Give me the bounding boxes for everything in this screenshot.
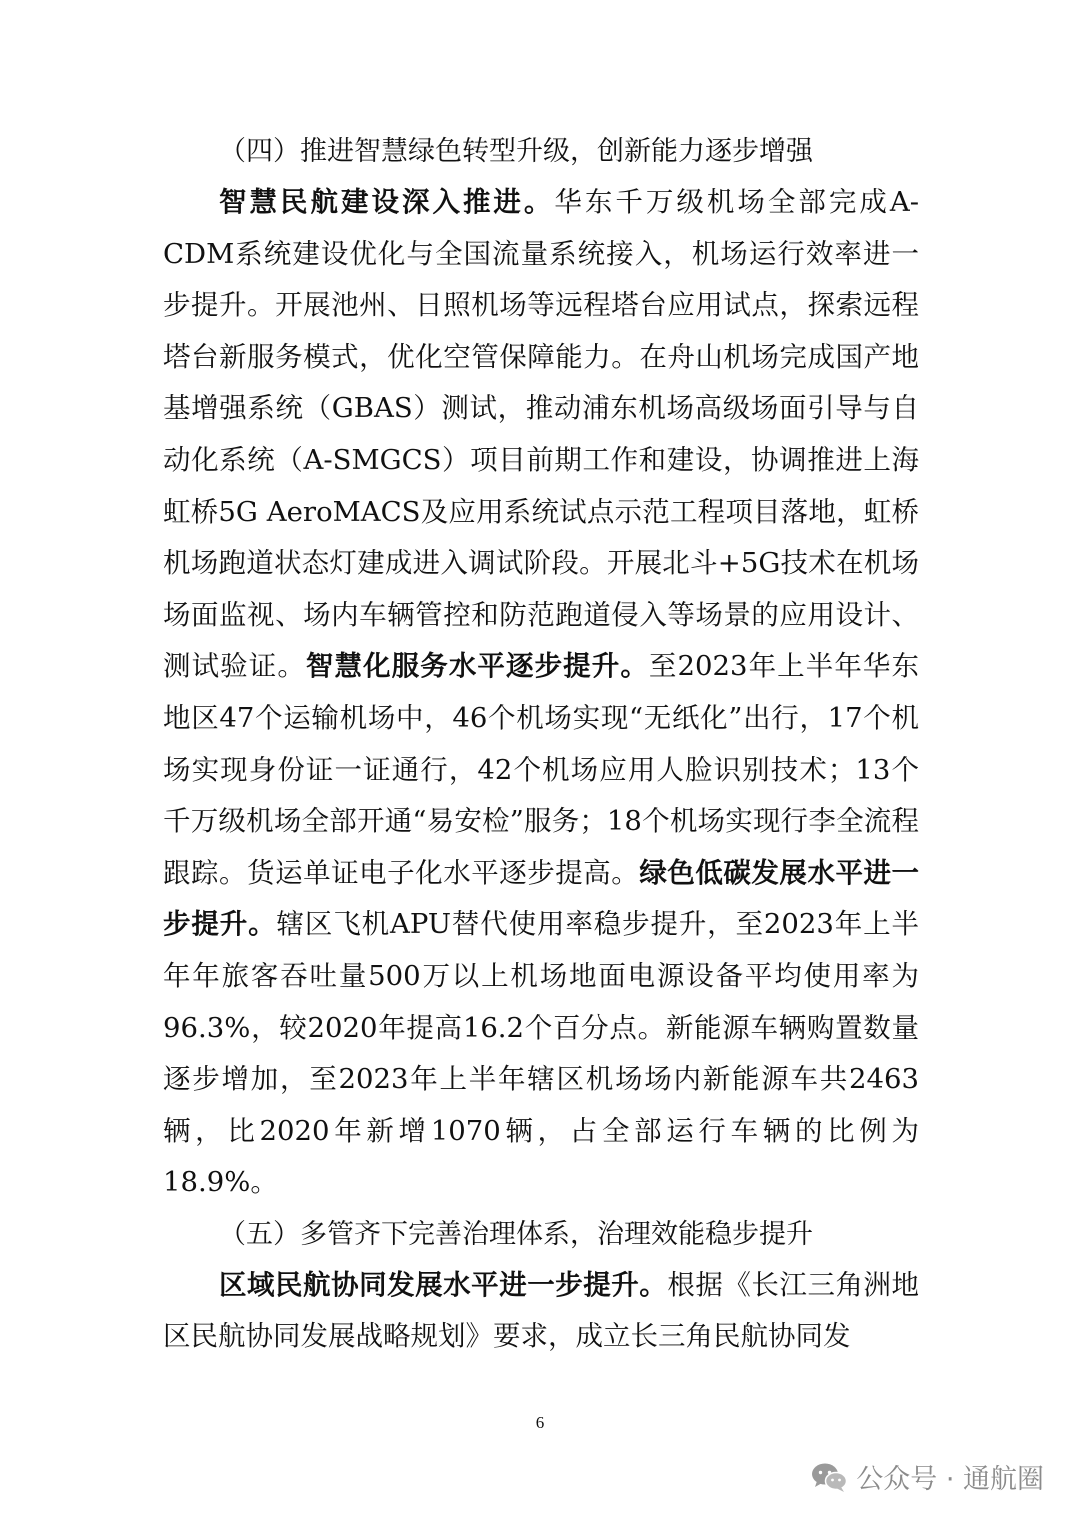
- body-smart-service: 至2023年上半年华东地区47个运输机场中，46个机场实现“无纸化”出行，17个机场实现身份证一证通行，42个机场应用人脸识别技术；13个千万级机场全部开通“易安检”服务；18个机场实现行李全流程跟踪。货运单证电子化水平逐步提高。: [163, 650, 919, 889]
- wechat-icon: [810, 1461, 848, 1493]
- lead-green-lowcarbon: 绿色低碳发展水平进一步提升。: [163, 856, 920, 941]
- body-green-lowcarbon: 辖区飞机APU替代使用率稳步提升，至2023年上半年年旅客吞吐量500万以上机场地面电源设备平均使用率为96.3%，较2020年提高16.2个百分点。新能源车辆购置数量逐步增加，至2023年上半年辖区机场场内新能源车共2463辆，比2020年新增1070辆，占全部运行车辆的比例为18.9%。: [163, 908, 920, 1199]
- paragraph-regional-coordination: [163, 1260, 919, 1363]
- section-heading-5: （五）多管齐下完善治理体系，治理效能稳步提升: [219, 1218, 813, 1250]
- watermark-text: 公众号 · 通航圈: [856, 1464, 1044, 1495]
- document-body: [163, 126, 919, 1363]
- lead-smart-service: 智慧化服务水平逐步提升。: [305, 650, 649, 683]
- watermark: [810, 1457, 1044, 1496]
- lead-smart-aviation: 智慧民航建设深入推进。: [219, 186, 555, 218]
- body-smart-aviation: 华东千万级机场全部完成A-CDM系统建设优化与全国流量系统接入，机场运行效率进一步提升。开展池州、日照机场等远程塔台应用试点，探索远程塔台新服务模式，优化空管保障能力。在舟山机场完成国产地基增强系统（GBAS）测试，推动浦东机场高级场面引导与自动化系统（A-SMGCS）项目前期工作和建设，协调推进上海虹桥5G AeroMACS及应用系统试点示范工程项目落地，虹桥机场跑道状态灯建成进入调试阶段。开展北斗+5G技术在机场场面监视、场内车辆管控和防范跑道侵入等场景的应用设计、测试验证。: [163, 186, 919, 683]
- lead-regional-coordination: 区域民航协同发展水平进一步提升。: [219, 1268, 668, 1301]
- body-regional-coordination: 根据《长江三角洲地区民航协同发展战略规划》要求，成立长三角民航协同发: [163, 1268, 920, 1353]
- section-heading-4: （四）推进智慧绿色转型升级，创新能力逐步增强: [219, 136, 813, 167]
- page-number: 6: [535, 1413, 545, 1432]
- paragraph-smart-green: [163, 177, 919, 1209]
